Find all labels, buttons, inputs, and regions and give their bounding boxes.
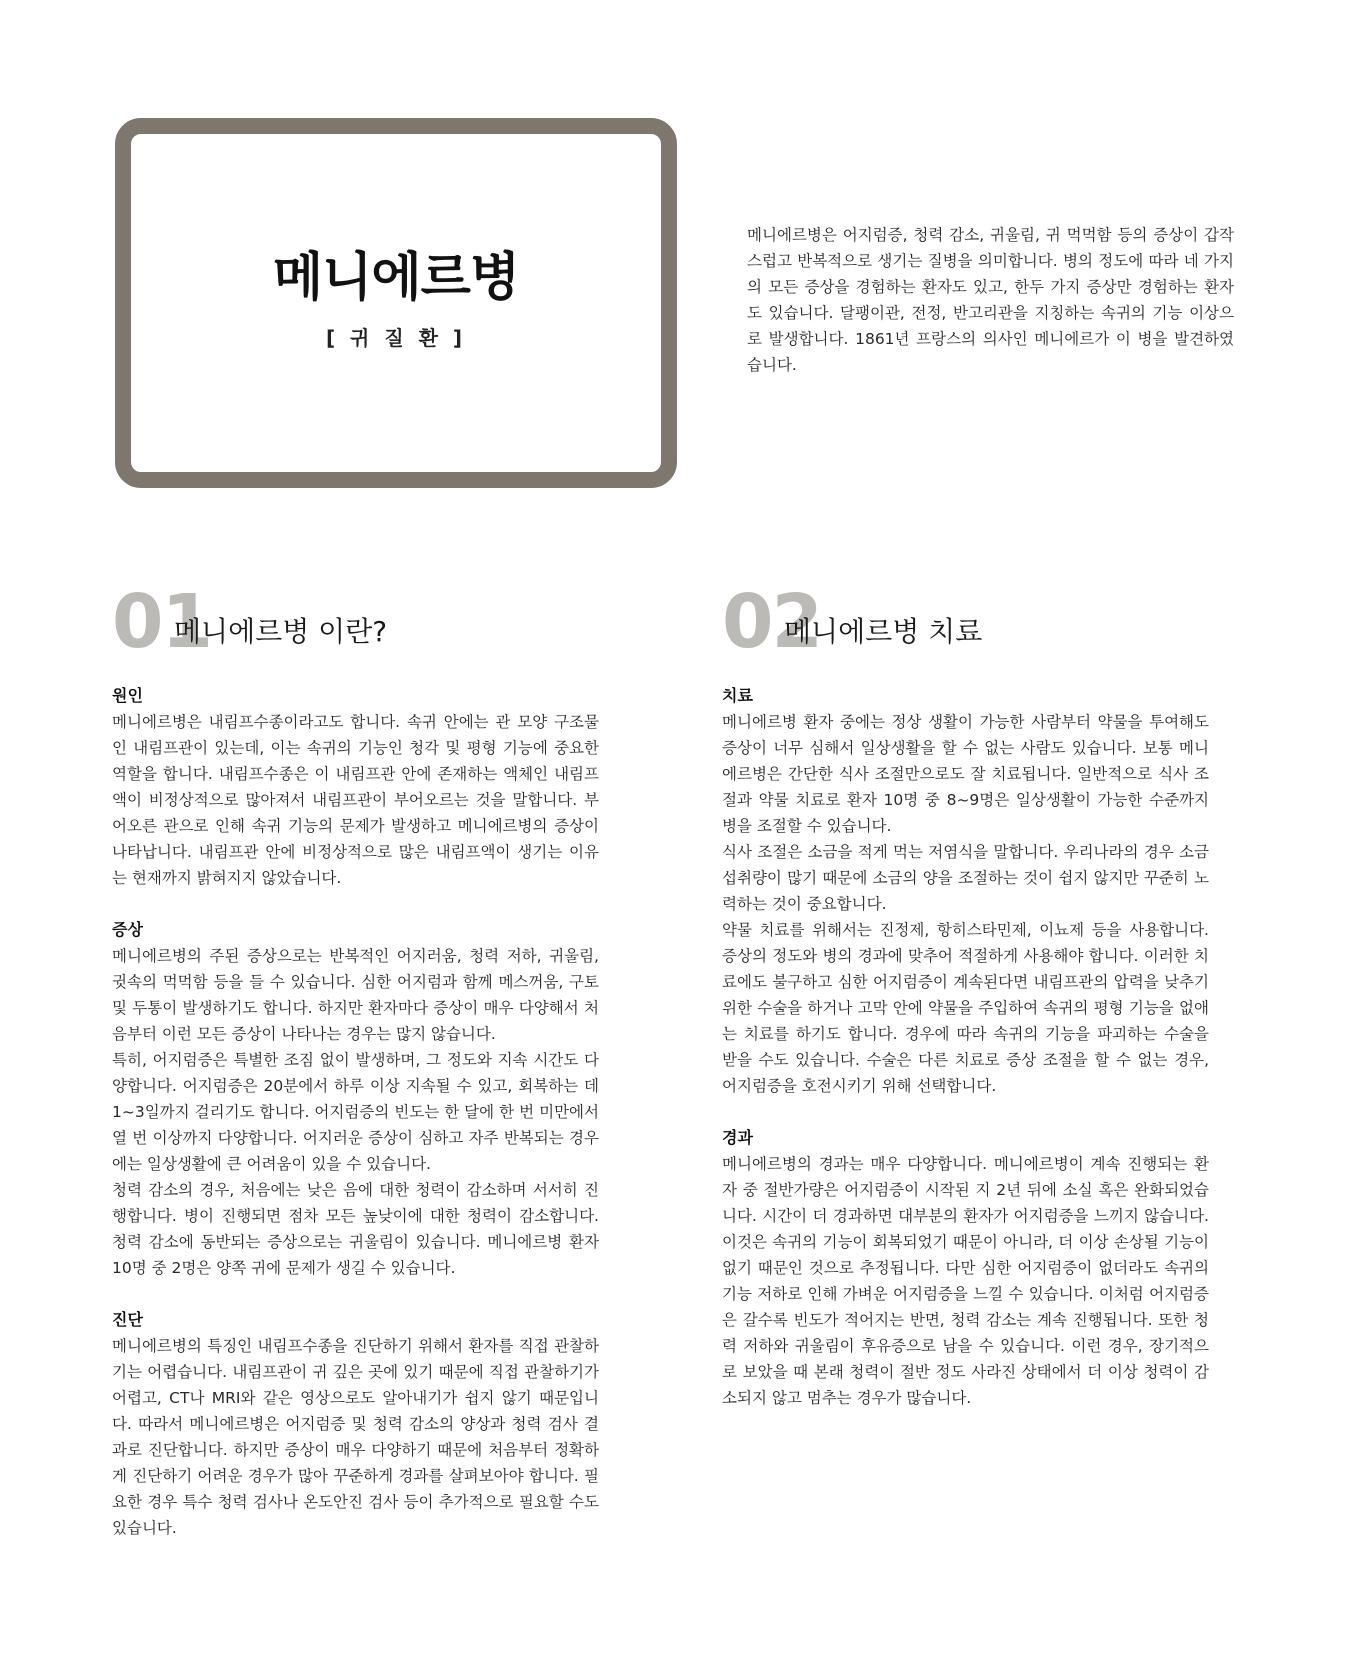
page-title: 메니에르병 xyxy=(272,248,520,308)
section-heading: 메니에르병 치료 xyxy=(784,615,983,648)
block-paragraph: 식사 조절은 소금을 적게 먹는 저염식을 말합니다. 우리나라의 경우 소금 섭취량이 많기 때문에 소금의 양을 조절하는 것이 쉽지 않지만 꾸준히 노력하는 것이 중요합니다. xyxy=(722,843,1209,913)
block-title: 치료 xyxy=(722,686,753,705)
section-01-body xyxy=(112,683,599,1541)
content-block-symptoms xyxy=(112,917,599,1281)
section-02-body xyxy=(722,683,1209,1411)
intro-paragraph: 메니에르병은 어지럼증, 청력 감소, 귀울림, 귀 먹먹함 등의 증상이 갑작스럽고 반복적으로 생기는 질병을 의미합니다. 병의 정도에 따라 네 가지의 모든 증상을 경험하는 환자도 있고, 한두 가지 증상만 경험하는 환자도 있습니다. 달팽이관, 전정, 반고리관을 지칭하는 속귀의 기능 이상으로 발생합니다. 1861년 프랑스의 의사인 메니에르가 이 병을 발견하였습니다. xyxy=(747,226,1234,374)
content-block-cause xyxy=(112,683,599,891)
section-number: 01 xyxy=(112,579,211,665)
section-heading: 메니에르병 이란? xyxy=(174,615,388,648)
block-paragraph: 청력 감소의 경우, 처음에는 낮은 음에 대한 청력이 감소하며 서서히 진행합니다. 병이 진행되면 점차 모든 높낮이에 대한 청력이 감소합니다. 청력 감소에 동반되는 증상으로는 귀울림이 있습니다. 메니에르병 환자 10명 중 2명은 양쪽 귀에 문제가 생길 수 있습니다. xyxy=(112,1181,599,1277)
content-block-treatment xyxy=(722,683,1209,1099)
block-paragraph: 약물 치료를 위해서는 진정제, 항히스타민제, 이뇨제 등을 사용합니다. 증상의 정도와 병의 경과에 맞추어 적절하게 사용해야 합니다. 이러한 치료에도 불구하고 심한 어지럼증이 계속된다면 내림프관의 압력을 낮추기 위한 수술을 하거나 고막 안에 약물을 주입하여 속귀의 평형 기능을 없애는 치료를 하기도 합니다. 경우에 따라 속귀의 기능을 파괴하는 수술을 받을 수도 있습니다. 수술은 다른 치료로 증상 조절을 할 수 없는 경우, 어지럼증을 호전시키기 위해 선택합니다. xyxy=(722,921,1209,1095)
block-paragraph: 메니에르병의 경과는 매우 다양합니다. 메니에르병이 계속 진행되는 환자 중 절반가량은 어지럼증이 시작된 지 2년 뒤에 소실 혹은 완화되었습니다. 시간이 더 경과하면 대부분의 환자가 어지럼증을 느끼지 않습니다. 이것은 속귀의 기능이 회복되었기 때문이 아니라, 더 이상 손상될 기능이 없기 때문인 것으로 추정됩니다. 다만 심한 어지럼증이 없더라도 속귀의 기능 저하로 인해 가벼운 어지럼증을 느낄 수 있습니다. 이처럼 어지럼증은 갈수록 빈도가 적어지는 반면, 청력 감소는 계속 진행됩니다. 또한 청력 저하와 귀울림이 후유증으로 남을 수 있습니다. 이런 경우, 장기적으로 보았을 때 본래 청력이 절반 정도 사라진 상태에서 더 이상 청력이 감소되지 않고 멈추는 경우가 많습니다. xyxy=(722,1155,1209,1407)
section-02-header xyxy=(722,579,1222,665)
block-title: 원인 xyxy=(112,686,143,705)
title-box xyxy=(115,118,677,488)
block-paragraph: 메니에르병의 특징인 내림프수종을 진단하기 위해서 환자를 직접 관찰하기는 어렵습니다. 내림프관이 귀 깊은 곳에 있기 때문에 직접 관찰하기가 어렵고, CT나 MRI와 같은 영상으로도 알아내기가 쉽지 않기 때문입니다. 따라서 메니에르병은 어지럼증 및 청력 감소의 양상과 청력 검사 결과로 진단합니다. 하지만 증상이 매우 다양하기 때문에 처음부터 정확하게 진단하기 어려운 경우가 많아 꾸준하게 경과를 살펴보아야 합니다. 필요한 경우 특수 청력 검사나 온도안진 검사 등이 추가적으로 필요할 수도 있습니다. xyxy=(112,1337,599,1537)
block-paragraph: 메니에르병의 주된 증상으로는 반복적인 어지러움, 청력 저하, 귀울림, 귓속의 먹먹함 등을 들 수 있습니다. 심한 어지럼과 함께 메스꺼움, 구토 및 두통이 발생하기도 합니다. 하지만 환자마다 증상이 매우 다양해서 처음부터 이런 모든 증상이 나타나는 경우는 많지 않습니다. xyxy=(112,947,599,1043)
section-number: 02 xyxy=(722,579,821,665)
block-paragraph: 메니에르병 환자 중에는 정상 생활이 가능한 사람부터 약물을 투여해도 증상이 너무 심해서 일상생활을 할 수 없는 사람도 있습니다. 보통 메니에르병은 간단한 식사 조절만으로도 잘 치료됩니다. 일반적으로 식사 조절과 약물 치료로 환자 10명 중 8~9명은 일상생활이 가능한 수준까지 병을 조절할 수 있습니다. xyxy=(722,713,1209,835)
block-title: 경과 xyxy=(722,1128,753,1147)
content-block-prognosis xyxy=(722,1125,1209,1411)
content-block-diagnosis xyxy=(112,1307,599,1541)
block-paragraph: 특히, 어지럼증은 특별한 조짐 없이 발생하며, 그 정도와 지속 시간도 다양합니다. 어지럼증은 20분에서 하루 이상 지속될 수 있고, 회복하는 데 1~3일까지 걸리기도 합니다. 어지럼증의 빈도는 한 달에 한 번 미만에서 열 번 이상까지 다양합니다. 어지러운 증상이 심하고 자주 반복되는 경우에는 일상생활에 큰 어려움이 있을 수 있습니다. xyxy=(112,1051,599,1173)
block-paragraph: 메니에르병은 내림프수종이라고도 합니다. 속귀 안에는 관 모양 구조물인 내림프관이 있는데, 이는 속귀의 기능인 청각 및 평형 기능에 중요한 역할을 합니다. 내림프수종은 이 내림프관 안에 존재하는 액체인 내림프액이 비정상적으로 많아져서 내림프관이 부어오르는 것을 말합니다. 부어오른 관으로 인해 속귀 기능의 문제가 발생하고 메니에르병의 증상이 나타납니다. 내림프관 안에 비정상적으로 많은 내림프액이 생기는 이유는 현재까지 밝혀지지 않았습니다. xyxy=(112,713,599,887)
page-subtitle: [ 귀 질 환 ] xyxy=(325,326,467,350)
block-title: 증상 xyxy=(112,920,143,939)
section-01-header xyxy=(112,579,612,665)
block-title: 진단 xyxy=(112,1310,143,1329)
